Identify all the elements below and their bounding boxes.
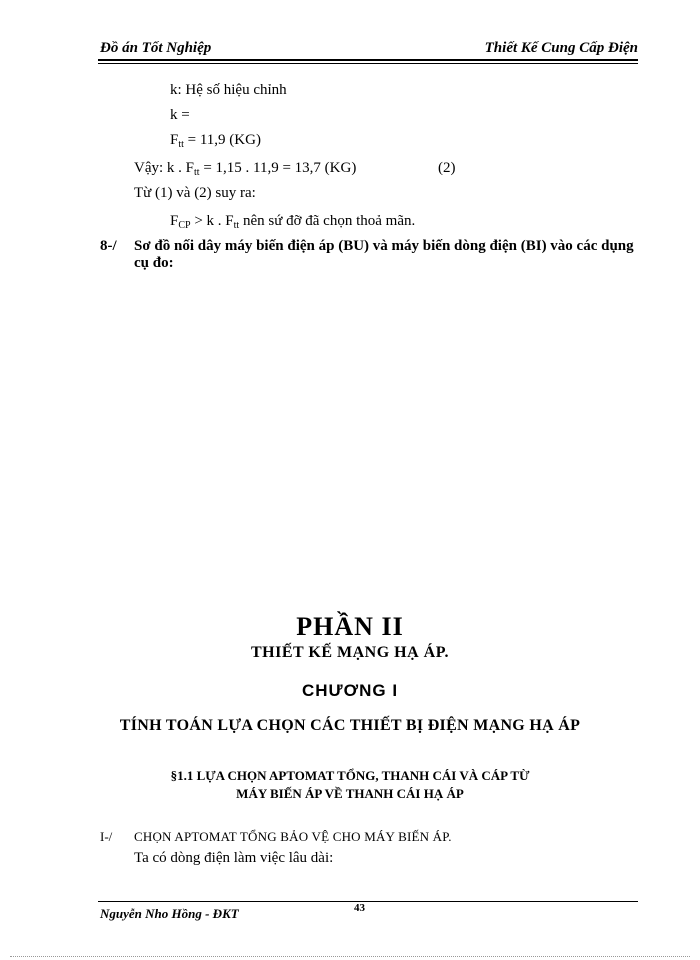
body-line-conclusion-intro: Từ (1) và (2) suy ra: [134, 185, 256, 201]
body-line-k-equals: k = [170, 107, 190, 123]
fcp-subscript: CP [178, 220, 191, 231]
result-subscript: tt [194, 167, 200, 178]
header-left-title: Đồ án Tốt Nghiệp [100, 40, 212, 56]
conclusion-mid: > k . F [190, 213, 234, 229]
equation-ref-2: (2) [438, 160, 456, 176]
chapter-title: TÍNH TOÁN LỰA CHỌN CÁC THIẾT BỊ ĐIỆN MẠNG HẠ ÁP [119, 717, 581, 734]
item-1-title: CHỌN APTOMAT TỔNG BẢO VỆ CHO MÁY BIẾN ÁP. [134, 829, 452, 844]
fcp-symbol: F [170, 213, 179, 229]
header-rule-thin [98, 63, 638, 64]
result-prefix: Vậy: k . F [134, 160, 194, 176]
chapter-label: CHƯƠNG I [301, 681, 399, 700]
page-number: 43 [354, 902, 365, 914]
header-rule [98, 59, 638, 61]
item-1-text: Ta có dòng điện làm việc lâu dài: [134, 850, 334, 866]
body-line-coefficient: k: Hệ số hiệu chỉnh [170, 82, 287, 98]
part-subtitle: THIẾT KẾ MẠNG HẠ ÁP. [250, 644, 450, 661]
body-line-conclusion [170, 213, 415, 230]
item-1-number: I-/ [100, 829, 113, 844]
section-8-heading: Sơ đồ nối dây máy biến điện áp (BU) và máy biến dòng điện (BI) vào các dụng cụ đo: [134, 238, 634, 271]
result-value: = 1,15 . 11,9 = 13,7 (KG) [199, 160, 357, 176]
footer-rule [98, 901, 638, 902]
header-right-title: Thiết Kế Cung Cấp Điện [484, 40, 638, 56]
body-line-result [134, 160, 356, 177]
ftt-value: = 11,9 (KG) [183, 132, 261, 148]
subsection-title-line1: §1.1 LỰA CHỌN APTOMAT TỔNG, THANH CÁI VÀ CÁP TỪ [170, 768, 530, 783]
ftt-subscript: tt [178, 139, 184, 150]
ftt-symbol: F [170, 132, 179, 148]
body-line-ftt [170, 132, 261, 149]
footer-author: Nguyễn Nho Hồng - ĐKT [100, 906, 239, 921]
conclusion-text: nên sứ đỡ đã chọn thoả mãn. [239, 213, 416, 229]
page-break-line [10, 956, 690, 957]
section-8-number: 8-/ [100, 238, 117, 254]
subsection-title-line2: MÁY BIẾN ÁP VỀ THANH CÁI HẠ ÁP [236, 786, 464, 801]
part-title: PHẦN II [296, 612, 404, 641]
ftt-subscript-2: tt [233, 220, 240, 231]
